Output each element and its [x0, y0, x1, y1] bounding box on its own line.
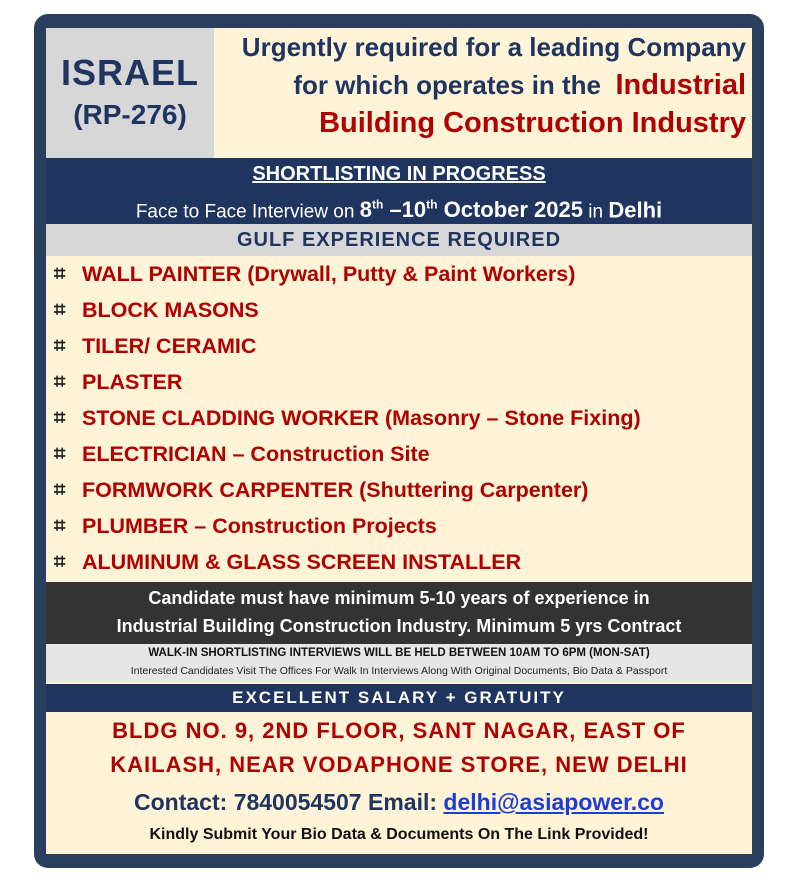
headline [214, 28, 746, 158]
reference-code: (RP-276) [73, 99, 187, 130]
office-address [46, 714, 752, 782]
poster-body [46, 28, 752, 854]
email-link[interactable]: delhi@asiapower.co [443, 789, 664, 815]
job-title: PLASTER [82, 369, 183, 394]
day-start: 8 [359, 197, 372, 223]
headline-line-2 [214, 66, 746, 104]
job-title: WALL PAINTER (Drywall, Putty & Paint Workers) [82, 261, 576, 286]
job-title: ELECTRICIAN – Construction Site [82, 441, 430, 466]
hash-bullet-icon: ⌗ [54, 514, 66, 537]
hash-bullet-icon: ⌗ [54, 334, 66, 357]
list-item [54, 256, 752, 292]
job-title: FORMWORK CARPENTER (Shuttering Carpenter) [82, 477, 589, 502]
list-item [54, 544, 752, 580]
country-box [46, 28, 214, 158]
experience-line-2: Industrial Building Construction Industry. Minimum 5 yrs Contract [116, 616, 682, 636]
hash-bullet-icon: ⌗ [54, 370, 66, 393]
poster-header [46, 28, 752, 158]
job-title: ALUMINUM & GLASS SCREEN INSTALLER [82, 549, 522, 574]
headline-line-2-text: for which operates in the [293, 70, 602, 100]
phone-number[interactable]: 7840054507 [233, 789, 362, 815]
job-title: BLOCK MASONS [82, 297, 259, 322]
headline-industrial: Industrial [615, 69, 746, 101]
list-item [54, 400, 752, 436]
list-item [54, 292, 752, 328]
interview-city: Delhi [608, 197, 663, 223]
headline-line-1: Urgently required for a leading Company [241, 32, 746, 62]
interview-dates [360, 197, 583, 222]
list-item [54, 436, 752, 472]
address-line-1: BLDG NO. 9, 2ND FLOOR, SANT NAGAR, EAST OF [112, 718, 686, 743]
email-label: Email: [368, 789, 438, 815]
hash-bullet-icon: ⌗ [54, 406, 66, 429]
walkin-notice [46, 644, 752, 682]
country-name: ISRAEL [60, 52, 199, 93]
interview-date-line [46, 189, 752, 228]
experience-line-1: Candidate must have minimum 5-10 years of experience in [148, 588, 650, 608]
interview-prefix: Face to Face Interview on [135, 201, 355, 223]
hash-bullet-icon: ⌗ [54, 262, 66, 285]
interview-in-word: in [588, 201, 604, 223]
walkin-subtitle: Interested Candidates Visit The Offices For Walk In Interviews Along With Original Documents, Bio Data & Passport [130, 665, 668, 677]
hash-bullet-icon: ⌗ [54, 478, 66, 501]
hash-bullet-icon: ⌗ [54, 442, 66, 465]
job-title: TILER/ CERAMIC [82, 333, 257, 358]
day-end-suffix: th [426, 198, 438, 212]
job-title: PLUMBER – Construction Projects [82, 513, 437, 538]
salary-banner: EXCELLENT SALARY + GRATUITY [46, 684, 752, 712]
shortlisting-title: SHORTLISTING IN PROGRESS [252, 163, 546, 185]
day-start-suffix: th [371, 198, 384, 212]
experience-requirement [46, 582, 752, 644]
submit-instruction: Kindly Submit Your Bio Data & Documents On The Link Provided! [149, 826, 649, 843]
list-item [54, 328, 752, 364]
day-end: –10 [389, 197, 427, 223]
month-year: October 2025 [443, 197, 583, 223]
hash-bullet-icon: ⌗ [54, 550, 66, 573]
shortlisting-banner [46, 158, 752, 224]
contact-line [46, 784, 752, 820]
job-list [54, 256, 752, 582]
address-line-2: KAILASH, NEAR VODAPHONE STORE, NEW DELHI [110, 752, 688, 777]
gulf-experience-banner: GULF EXPERIENCE REQUIRED [46, 224, 752, 256]
contact-label: Contact: [134, 789, 228, 815]
list-item [54, 472, 752, 508]
hash-bullet-icon: ⌗ [54, 298, 66, 321]
list-item [54, 364, 752, 400]
list-item [54, 508, 752, 544]
job-title: STONE CLADDING WORKER (Masonry – Stone Fixing) [82, 405, 641, 430]
headline-line-3: Building Construction Industry [319, 107, 746, 139]
walkin-title: WALK-IN SHORTLISTING INTERVIEWS WILL BE HELD BETWEEN 10AM TO 6PM (MON-SAT) [148, 647, 650, 659]
